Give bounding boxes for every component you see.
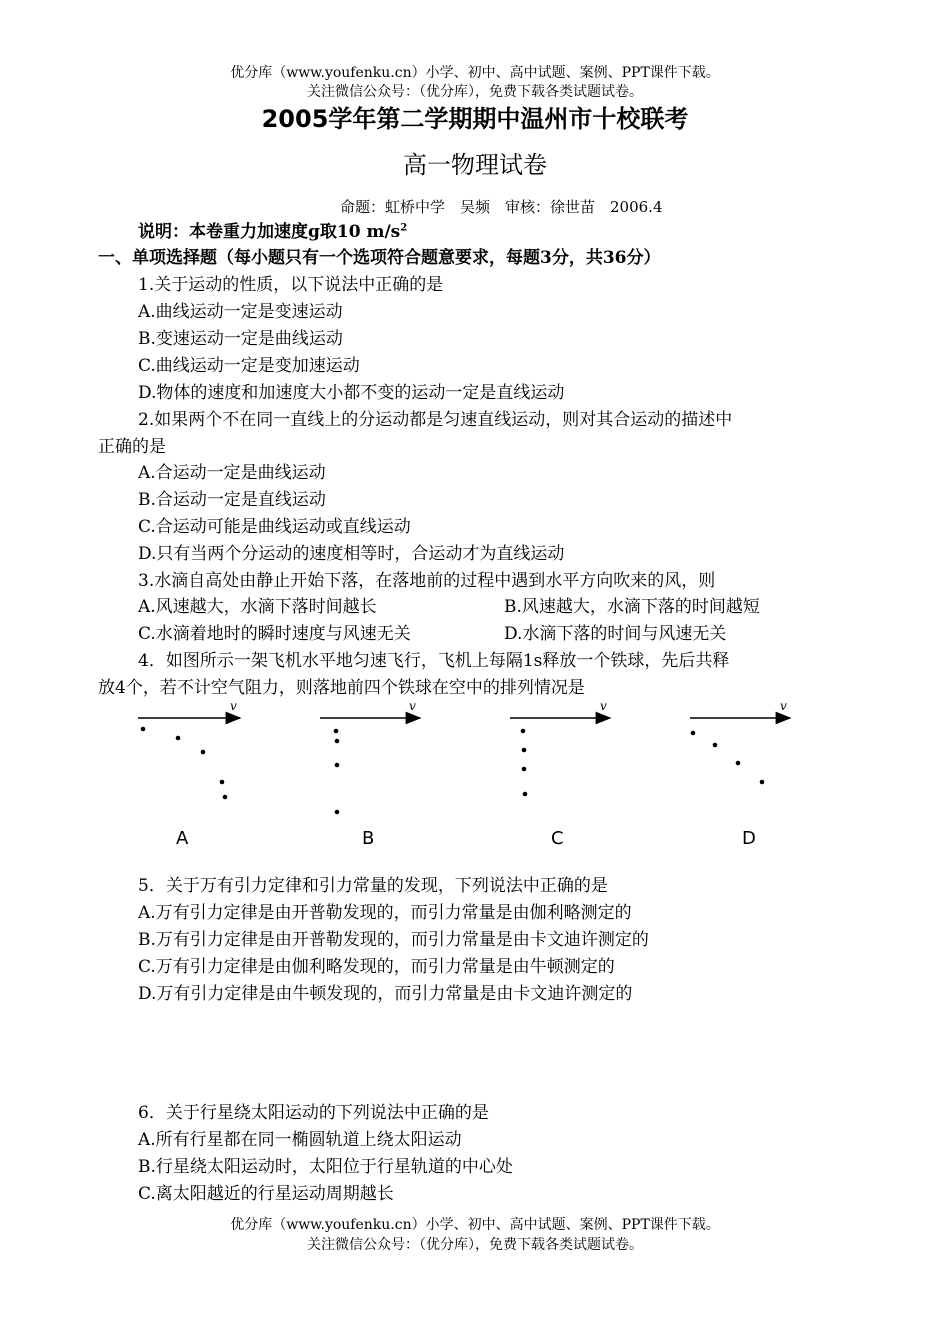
- panel-d: [690, 699, 790, 849]
- q6-option-a: A.所有行星都在同一椭圆轨道上绕太阳运动: [138, 1130, 462, 1150]
- q3-stem: 3.水滴自高处由静止开始下落，在落地前的过程中遇到水平方向吹来的风，则: [138, 571, 716, 591]
- q2-option-d: D.只有当两个分运动的速度相等时，合运动才为直线运动: [138, 544, 565, 564]
- note: [138, 221, 407, 243]
- q1-option-d: D.物体的速度和加速度大小都不变的运动一定是直线运动: [138, 383, 565, 403]
- option-label-a: A: [176, 828, 189, 849]
- velocity-label-c: v: [600, 699, 607, 713]
- q3-option-d: D.水滴下落的时间与风速无关: [504, 624, 727, 644]
- q6-option-c: C.离太阳越近的行星运动周期越长: [138, 1184, 394, 1204]
- q2-option-a: A.合运动一定是曲线运动: [138, 463, 326, 483]
- q2-stem-line-1: 2.如果两个不在同一直线上的分运动都是匀速直线运动，则对其合运动的描述中: [138, 410, 733, 430]
- q3-option-c: C.水滴着地时的瞬时速度与风速无关: [138, 624, 411, 644]
- q1-stem: 1.关于运动的性质，以下说法中正确的是: [138, 275, 444, 295]
- q2-stem-line-2: 正确的是: [98, 437, 166, 457]
- velocity-label-d: v: [780, 699, 787, 713]
- q3-option-b: B.风速越大，水滴下落的时间越短: [504, 597, 760, 617]
- panel-b: [320, 699, 420, 849]
- header-line-1: 优分库（www.youfenku.cn）小学、初中、高中试题、案例、PPT课件下载。: [230, 65, 720, 81]
- q4-stem-line-2: 放4个，若不计空气阻力，则落地前四个铁球在空中的排列情况是: [98, 678, 585, 698]
- footer-line-2: 关注微信公众号：（优分库），免费下载各类试题试卷。: [307, 1237, 643, 1253]
- q6-stem: 6．关于行星绕太阳运动的下列说法中正确的是: [138, 1103, 489, 1123]
- falling-balls-figure: [130, 698, 810, 858]
- header-line-2: 关注微信公众号：（优分库），免费下载各类试题试卷。: [307, 84, 643, 100]
- footer-line-1: 优分库（www.youfenku.cn）小学、初中、高中试题、案例、PPT课件下载。: [230, 1217, 720, 1233]
- page-subtitle: 高一物理试卷: [403, 151, 547, 179]
- q5-option-c: C.万有引力定律是由伽利略发现的，而引力常量是由牛顿测定的: [138, 957, 615, 977]
- option-label-c: C: [551, 828, 564, 849]
- page-title: 2005学年第二学期期中温州市十校联考: [261, 105, 689, 133]
- velocity-label-b: v: [409, 699, 416, 713]
- q3-option-a: A.风速越大，水滴下落时间越长: [138, 597, 377, 617]
- q5-option-a: A.万有引力定律是由开普勒发现的，而引力常量是由伽利略测定的: [138, 903, 632, 923]
- velocity-label-a: v: [230, 699, 237, 713]
- q5-stem: 5．关于万有引力定律和引力常量的发现，下列说法中正确的是: [138, 876, 608, 896]
- note-superscript: 2: [400, 222, 408, 234]
- q1-option-a: A.曲线运动一定是变速运动: [138, 302, 343, 322]
- q4-stem-line-1: 4．如图所示一架飞机水平地匀速飞行，飞机上每隔1s释放一个铁球，先后共释: [138, 651, 730, 671]
- option-label-b: B: [362, 828, 375, 849]
- option-label-d: D: [742, 828, 756, 849]
- q5-option-d: D.万有引力定律是由牛顿发现的，而引力常量是由卡文迪许测定的: [138, 984, 633, 1004]
- q2-option-c: C.合运动可能是曲线运动或直线运动: [138, 517, 411, 537]
- q1-option-b: B.变速运动一定是曲线运动: [138, 329, 343, 349]
- q2-option-b: B.合运动一定是直线运动: [138, 490, 326, 510]
- note-text: 说明：本卷重力加速度g取10 m/s: [138, 222, 401, 242]
- q5-option-b: B.万有引力定律是由开普勒发现的，而引力常量是由卡文迪许测定的: [138, 930, 649, 950]
- section-heading: 一、单项选择题（每小题只有一个选项符合题意要求，每题3分，共36分）: [98, 248, 661, 268]
- q6-option-b: B.行星绕太阳运动时，太阳位于行星轨道的中心处: [138, 1157, 513, 1177]
- q1-option-c: C.曲线运动一定是变加速运动: [138, 356, 360, 376]
- panel-a: [138, 699, 240, 849]
- panel-c: [510, 699, 610, 849]
- author-credit: 命题：虹桥中学 吴频 审核：徐世苗 2006.4: [340, 198, 663, 216]
